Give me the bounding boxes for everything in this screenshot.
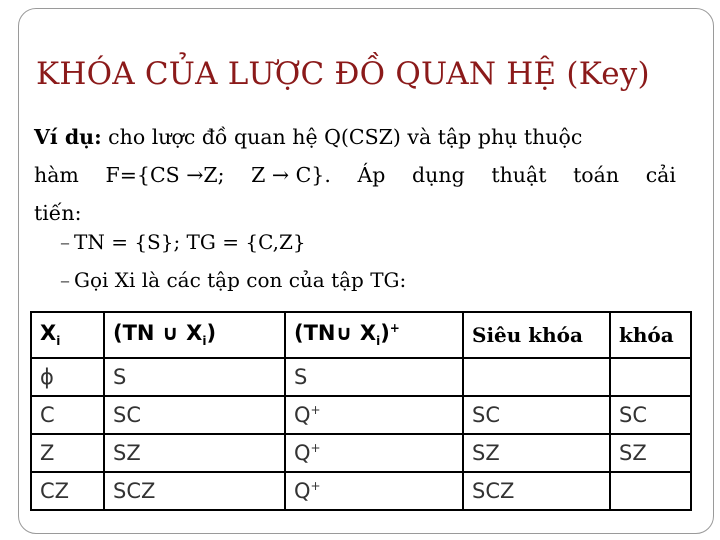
- dash-icon: –: [60, 230, 70, 254]
- cell-union: SC: [104, 396, 285, 434]
- example-line-3: tiến:: [34, 201, 82, 225]
- example-text-1: cho lược đồ quan hệ Q(CSZ) và tập phụ thuộc: [108, 125, 583, 149]
- cell-union: S: [104, 358, 285, 396]
- bullet-text: TN = {S}; TG = {C,Z}: [74, 230, 306, 254]
- cell-key: [610, 358, 691, 396]
- subset-table: [30, 311, 692, 511]
- cell-superkey: SZ: [463, 434, 610, 472]
- cell-xi: C: [31, 396, 104, 434]
- cell-closure: Q+: [285, 472, 463, 510]
- cell-closure: S: [285, 358, 463, 396]
- word: Z → C}.: [251, 163, 331, 187]
- table-header-row: [31, 312, 691, 358]
- bullet-text: Gọi Xi là các tập con của tập TG:: [74, 268, 407, 292]
- dash-icon: –: [60, 268, 70, 292]
- cell-union: SCZ: [104, 472, 285, 510]
- header-union: (TN ∪ $X_i$): [104, 312, 285, 358]
- cell-superkey: SC: [463, 396, 610, 434]
- header-key: khóa: [610, 312, 691, 358]
- example-paragraph: [34, 118, 676, 232]
- word: hàm: [34, 163, 79, 187]
- cell-key: SZ: [610, 434, 691, 472]
- cell-key: SC: [610, 396, 691, 434]
- word: toán: [573, 163, 620, 187]
- bullet-item: [60, 268, 406, 292]
- example-line-1: [34, 118, 676, 156]
- cell-xi: Z: [31, 434, 104, 472]
- table-row: [31, 472, 691, 510]
- word: cải: [645, 163, 676, 187]
- example-line-2: [34, 156, 676, 194]
- header-closure: (TN∪ $X_i)^+$: [285, 312, 463, 358]
- word: dụng: [412, 163, 465, 187]
- cell-xi: ϕ: [31, 358, 104, 396]
- table-row: [31, 434, 691, 472]
- word: thuật: [491, 163, 547, 187]
- bullet-item: [60, 230, 306, 254]
- cell-superkey: SCZ: [463, 472, 610, 510]
- slide-title: KHÓA CỦA LƯỢC ĐỒ QUAN HỆ (Key): [36, 56, 650, 92]
- word: F={CS →Z;: [105, 163, 225, 187]
- word: Áp: [357, 163, 386, 187]
- cell-closure: Q+: [285, 396, 463, 434]
- table-row: [31, 358, 691, 396]
- cell-superkey: [463, 358, 610, 396]
- cell-xi: CZ: [31, 472, 104, 510]
- cell-key: [610, 472, 691, 510]
- header-xi: $X_i$: [31, 312, 104, 358]
- example-label: Ví dụ:: [34, 125, 102, 149]
- header-superkey: Siêu khóa: [463, 312, 610, 358]
- cell-union: SZ: [104, 434, 285, 472]
- table-row: [31, 396, 691, 434]
- cell-closure: Q+: [285, 434, 463, 472]
